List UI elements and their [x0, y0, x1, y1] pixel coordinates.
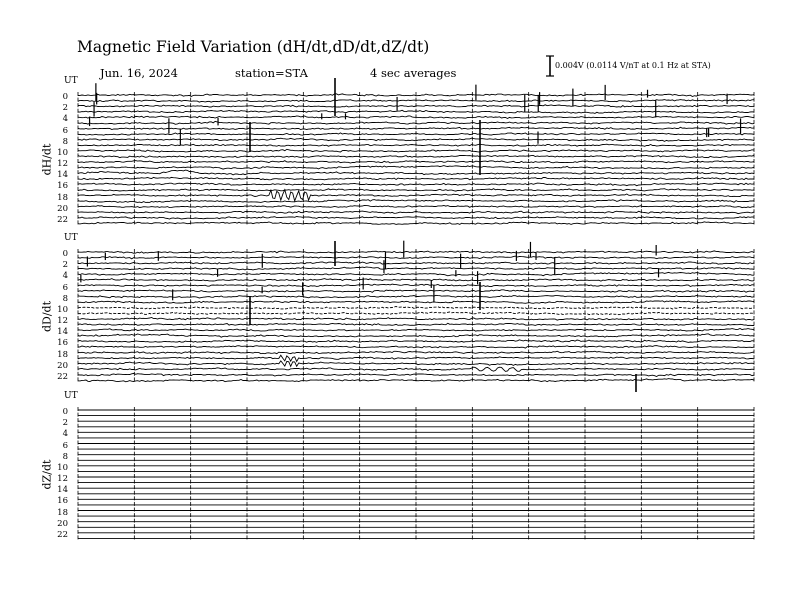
hour-label: 6: [62, 282, 68, 293]
hour-label: 6: [62, 440, 68, 451]
hour-label: 8: [62, 451, 68, 462]
hour-label: 18: [57, 507, 68, 518]
hour-label: 22: [57, 371, 68, 382]
hour-label: 22: [57, 529, 68, 540]
hour-label: 0: [62, 92, 68, 102]
hour-label: 18: [57, 349, 68, 360]
hour-label: 16: [57, 338, 68, 349]
hour-label: 8: [62, 293, 68, 304]
ut-label: UT: [64, 391, 78, 401]
hour-label: 20: [57, 203, 68, 214]
hour-label: 2: [62, 103, 68, 114]
hour-label: 12: [57, 474, 68, 484]
hour-label: 4: [62, 271, 68, 282]
hour-label: 0: [62, 249, 68, 259]
hour-label: 20: [57, 360, 68, 371]
hour-label: 4: [62, 429, 68, 440]
hour-label: 4: [62, 114, 68, 125]
hour-label: 2: [62, 260, 68, 271]
hour-label: 0: [62, 407, 68, 417]
date-label: Jun. 16, 2024: [100, 66, 178, 80]
hour-label: 10: [57, 304, 68, 315]
hour-label: 10: [57, 147, 68, 158]
hour-label: 14: [57, 485, 68, 496]
hour-label: 6: [62, 125, 68, 136]
hour-label: 16: [57, 181, 68, 192]
panel-label-dH-dt: dH/dt: [40, 143, 54, 176]
station-label: station=STA: [235, 66, 308, 80]
panel-label-dZ-dt: dZ/dt: [40, 459, 54, 490]
hour-label: 12: [57, 316, 68, 326]
chart-title: Magnetic Field Variation (dH/dt,dD/dt,dZ/dt): [77, 38, 430, 56]
ut-label: UT: [64, 76, 78, 86]
hour-label: 16: [57, 496, 68, 507]
averaging-label: 4 sec averages: [370, 66, 457, 80]
hour-label: 14: [57, 327, 68, 338]
hour-label: 12: [57, 159, 68, 169]
scale-bar-label: 0.004V (0.0114 V/nT at 0.1 Hz at STA): [555, 61, 711, 70]
hour-label: 14: [57, 170, 68, 181]
hour-label: 18: [57, 192, 68, 203]
hour-label: 20: [57, 518, 68, 529]
hour-label: 22: [57, 214, 68, 225]
hour-label: 8: [62, 136, 68, 147]
ut-label: UT: [64, 233, 78, 243]
hour-label: 2: [62, 418, 68, 429]
panel-label-dD-dt: dD/dt: [40, 300, 54, 333]
hour-label: 10: [57, 462, 68, 473]
